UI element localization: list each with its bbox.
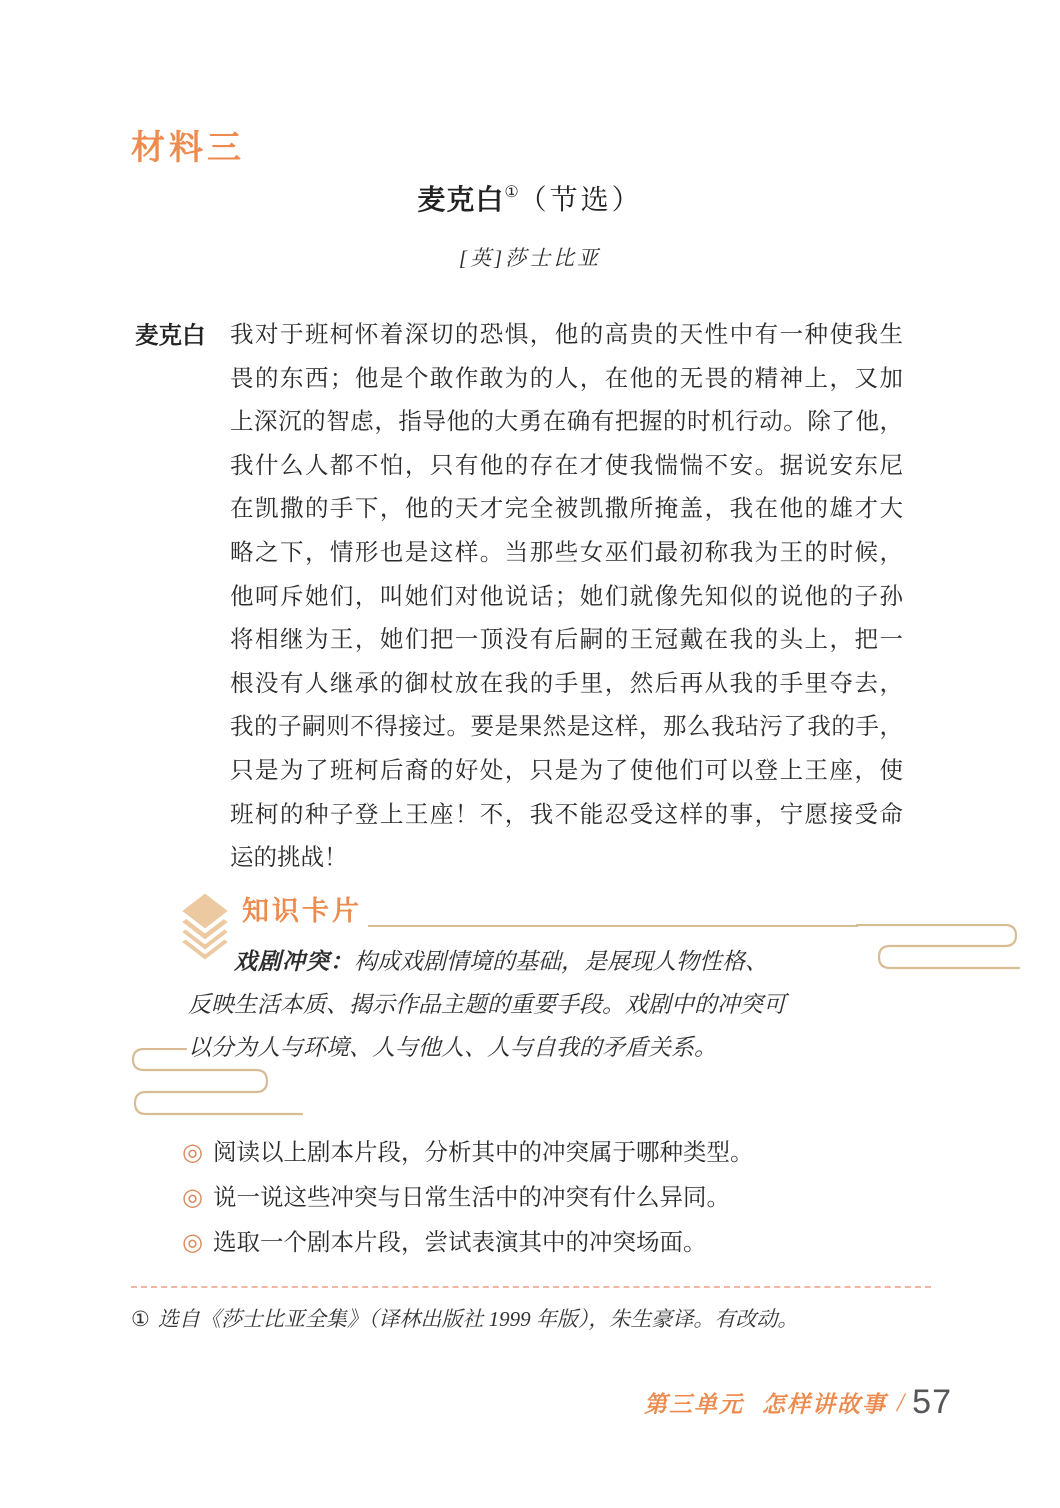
author-line: [英]莎士比亚: [458, 246, 602, 270]
dialogue-line: 将相继为王，她们把一顶没有后嗣的王冠戴在我的头上，把一: [230, 627, 903, 654]
page-footer: [644, 1383, 952, 1422]
activity-text: 选取一个剧本片段，尝试表演其中的冲突场面。: [212, 1230, 707, 1256]
dialogue-line: 我对于班柯怀着深切的恐惧，他的高贵的天性中有一种使我生: [230, 322, 903, 348]
knowledge-card-heading: 知识卡片: [242, 896, 362, 926]
footnote-separator: [131, 1286, 931, 1288]
article-title: [130, 178, 930, 218]
activity-item: [182, 1176, 902, 1221]
knowledge-card-line: 反映生活本质、揭示作品主题的重要手段。戏剧中的冲突可: [188, 992, 786, 1017]
knowledge-card-line: 以分为人与环境、人与他人、人与自我的矛盾关系。: [188, 1035, 717, 1060]
knowledge-card-definition: 构成戏剧情境的基础，是展现人物性格、: [354, 949, 768, 974]
knowledge-card-line: [188, 940, 848, 983]
header-rule: [368, 925, 858, 927]
unit-subtitle: 怎样讲故事: [761, 1392, 887, 1417]
dialogue-text: [230, 314, 903, 881]
material-label: 材料三: [131, 129, 245, 167]
footnote: [131, 1303, 941, 1333]
activity-item: [182, 1221, 902, 1266]
speaker-name: 麦克白: [135, 322, 206, 348]
activity-text: 说一说这些冲突与日常生活中的冲突有什么异同。: [212, 1185, 730, 1211]
knowledge-card-term: 戏剧冲突：: [234, 949, 354, 974]
dialogue-line: 略之下，情形也是这样。当那些女巫们最初称我为王的时候，: [230, 539, 903, 566]
dialogue-line: 班柯的种子登上王座！不，我不能忍受这样的事，宁愿接受命: [230, 801, 903, 828]
dialogue-line: 运的挑战！: [230, 845, 348, 872]
activity-list: [182, 1131, 902, 1266]
article-title-main: 麦克白: [417, 184, 505, 215]
activity-text: 阅读以上剧本片段，分析其中的冲突属于哪种类型。: [212, 1140, 754, 1166]
double-circle-bullet-icon: ◎: [182, 1230, 203, 1256]
footer-separator: /: [896, 1387, 905, 1417]
page-number: 57: [912, 1383, 952, 1421]
unit-label: 第三单元: [643, 1392, 744, 1417]
double-circle-bullet-icon: ◎: [182, 1185, 203, 1211]
footnote-marker: ①: [131, 1307, 150, 1331]
dialogue-line: 畏的东西；他是个敢作敢为的人，在他的无畏的精神上，又加: [230, 365, 903, 392]
dialogue-line: 我的子嗣则不得接过。要是果然是这样，那么我玷污了我的手，: [230, 714, 903, 741]
knowledge-card-text: [188, 940, 848, 1069]
dialogue-line: 上深沉的智虑，指导他的大勇在确有把握的时机行动。除了他，: [230, 409, 903, 436]
footnote-text: 选自《莎士比亚全集》（译林出版社 1999 年版），朱生豪译。有改动。: [157, 1307, 799, 1331]
dialogue-line: 只是为了班柯后裔的好处，只是为了使他们可以登上王座，使: [230, 757, 903, 784]
activity-item: [182, 1131, 902, 1176]
article-title-suffix: （节选）: [518, 185, 643, 216]
dialogue-line: 在凯撒的手下，他的天才完全被凯撒所掩盖，我在他的雄才大: [230, 496, 903, 523]
double-circle-bullet-icon: ◎: [182, 1140, 203, 1166]
cloud-scroll-icon-right: [856, 924, 1022, 977]
dialogue-line: 我什么人都不怕，只有他的存在才使我惴惴不安。据说安东尼: [230, 452, 903, 479]
dialogue-line: 他呵斥她们，叫她们对他说话；她们就像先知似的说他的子孙: [230, 583, 903, 610]
footnote-reference-superscript: ①: [504, 184, 519, 201]
dialogue-block: [135, 314, 903, 881]
dialogue-line: 根没有人继承的御杖放在我的手里，然后再从我的手里夺去，: [230, 670, 903, 697]
